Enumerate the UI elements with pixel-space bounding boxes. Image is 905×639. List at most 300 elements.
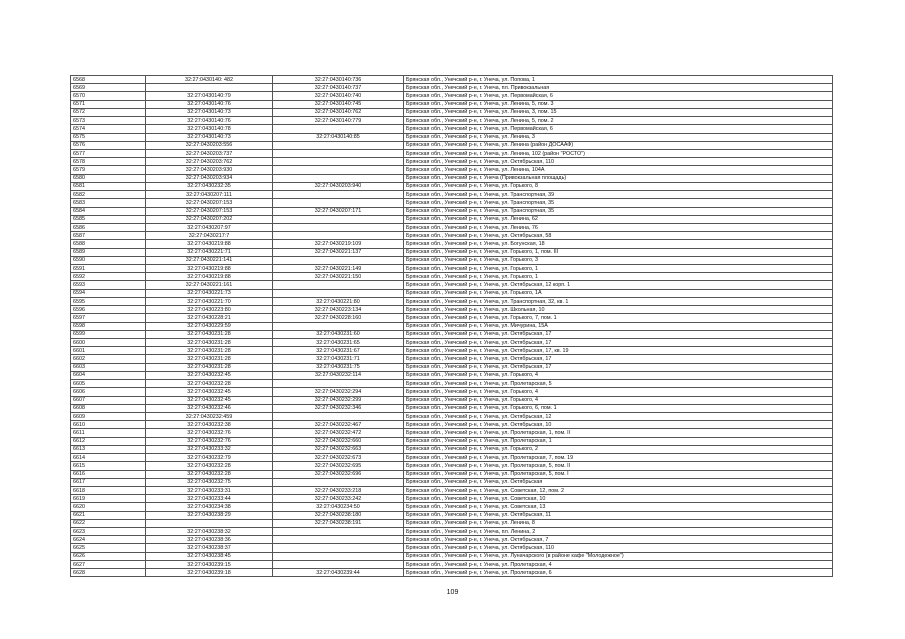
parcel-number-cell: 32:27:0430207:111	[146, 191, 273, 199]
address-cell: Брянская обл., Унечский р-н, г. Унеча, ул. Советская, 12, пом. 2	[404, 486, 833, 494]
row-number-cell: 6601	[71, 347, 146, 355]
row-number-cell: 6621	[71, 511, 146, 519]
row-number-cell: 6603	[71, 363, 146, 371]
address-cell: Брянская обл., Унечский р-н, г. Унеча, ул. Горького, 3	[404, 256, 833, 264]
parcel-number-cell: 32:27:0430221:71	[146, 248, 273, 256]
object-number-cell: 32:27:0430233:218	[273, 486, 404, 494]
object-number-cell: 32:27:0430140:85	[273, 133, 404, 141]
row-number-cell: 6587	[71, 232, 146, 240]
object-number-cell	[273, 166, 404, 174]
object-number-cell: 32:27:0430221:149	[273, 265, 404, 273]
table-row	[71, 412, 833, 420]
table-row	[71, 207, 833, 215]
object-number-cell: 32:27:0430203:940	[273, 182, 404, 190]
row-number-cell: 6572	[71, 108, 146, 116]
address-cell: Брянская обл., Унечский р-н, г. Унеча, ул. Октябрьская, 17	[404, 330, 833, 338]
table-row	[71, 84, 833, 92]
parcel-number-cell	[146, 519, 273, 527]
table-row	[71, 117, 833, 125]
object-number-cell	[273, 536, 404, 544]
object-number-cell: 32:27:0430238:191	[273, 519, 404, 527]
row-number-cell: 6622	[71, 519, 146, 527]
address-cell: Брянская обл., Унечский р-н, г. Унеча, ул. Ленина, 5, пом. 3	[404, 100, 833, 108]
address-cell: Брянская обл., Унечский р-н, г. Унеча, ул. Ленина (район ДОСААФ)	[404, 141, 833, 149]
row-number-cell: 6610	[71, 421, 146, 429]
table-row	[71, 421, 833, 429]
object-number-cell	[273, 380, 404, 388]
table-row	[71, 560, 833, 568]
table-row	[71, 437, 833, 445]
object-number-cell: 32:27:0430140:745	[273, 100, 404, 108]
address-cell: Брянская обл., Унечский р-н, г. Унеча, ул. Горького, 4	[404, 371, 833, 379]
row-number-cell: 6578	[71, 158, 146, 166]
object-number-cell: 32:27:0430140:736	[273, 76, 404, 84]
object-number-cell: 32:27:0430232:472	[273, 429, 404, 437]
parcel-number-cell	[146, 84, 273, 92]
address-cell: Брянская обл., Унечский р-н, г. Унеча (Привокзальная площадь)	[404, 174, 833, 182]
parcel-number-cell: 32:27:0430207:153	[146, 199, 273, 207]
parcel-number-cell: 32:27:0430231:28	[146, 330, 273, 338]
address-cell: Брянская обл., Унечский р-н, г. Унеча, ул. Попова, 1	[404, 76, 833, 84]
address-cell: Брянская обл., Унечский р-н, г. Унеча, ул. Октябрьская, 110	[404, 544, 833, 552]
parcel-number-cell: 32:27:0430232:28	[146, 380, 273, 388]
table-row	[71, 281, 833, 289]
address-cell: Брянская обл., Унечский р-н, г. Унеча, ул. Пролетарская, 5, пом. II	[404, 462, 833, 470]
parcel-number-cell: 32:27:0430140:78	[146, 125, 273, 133]
address-cell: Брянская обл., Унечский р-н, г. Унеча, ул. Октябрьская, 17	[404, 339, 833, 347]
address-cell: Брянская обл., Унечский р-н, г. Унеча, ул. Горького, 6, пом. 1	[404, 404, 833, 412]
parcel-number-cell: 32:27:0430203:930	[146, 166, 273, 174]
row-number-cell: 6597	[71, 314, 146, 322]
address-cell: Брянская обл., Унечский р-н, г. Унеча, ул. Пролетарская, 1, пом. II	[404, 429, 833, 437]
address-cell: Брянская обл., Унечский р-н, г. Унеча, ул. Горького, 1	[404, 273, 833, 281]
object-number-cell	[273, 232, 404, 240]
row-number-cell: 6607	[71, 396, 146, 404]
parcel-number-cell: 32:27:0430232:459	[146, 412, 273, 420]
row-number-cell: 6596	[71, 306, 146, 314]
object-number-cell: 32:27:0430140:737	[273, 84, 404, 92]
parcel-number-cell: 32:27:0430238:45	[146, 552, 273, 560]
row-number-cell: 6609	[71, 412, 146, 420]
registry-table	[70, 75, 833, 577]
table-row	[71, 174, 833, 182]
object-number-cell: 32:27:0430238:180	[273, 511, 404, 519]
object-number-cell: 32:27:0430233:242	[273, 495, 404, 503]
object-number-cell	[273, 125, 404, 133]
table-row	[71, 199, 833, 207]
parcel-number-cell: 32:27:0430203:556	[146, 141, 273, 149]
address-cell: Брянская обл., Унечский р-н, г. Унеча, ул. Октябрьская, 12 корп. 1	[404, 281, 833, 289]
object-number-cell: 32:27:0430232:660	[273, 437, 404, 445]
address-cell: Брянская обл., Унечский р-н, г. Унеча, ул. Советская, 10	[404, 495, 833, 503]
parcel-number-cell: 32:27:0430140:76	[146, 117, 273, 125]
object-number-cell: 32:27:0430140:740	[273, 92, 404, 100]
address-cell: Брянская обл., Унечский р-н, г. Унеча, ул. Горького, 2	[404, 445, 833, 453]
row-number-cell: 6602	[71, 355, 146, 363]
object-number-cell	[273, 412, 404, 420]
address-cell: Брянская обл., Унечский р-н, г. Унеча, ул. Октябрьская	[404, 478, 833, 486]
table-row	[71, 544, 833, 552]
parcel-number-cell: 32:27:0430232:75	[146, 478, 273, 486]
address-cell: Брянская обл., Унечский р-н, г. Унеча, ул. Пролетарская, 5	[404, 380, 833, 388]
parcel-number-cell: 32:27:0430217:7	[146, 232, 273, 240]
table-row	[71, 371, 833, 379]
row-number-cell: 6579	[71, 166, 146, 174]
object-number-cell	[273, 149, 404, 157]
object-number-cell: 32:27:0430232:696	[273, 470, 404, 478]
address-cell: Брянская обл., Унечский р-н, г. Унеча, ул. Октябрьская, 12	[404, 412, 833, 420]
address-cell: Брянская обл., Унечский р-н, г. Унеча, ул. Богунская, 18	[404, 240, 833, 248]
address-cell: Брянская обл., Унечский р-н, г. Унеча, ул. Горького, 4	[404, 396, 833, 404]
object-number-cell: 32:27:0430219:109	[273, 240, 404, 248]
parcel-number-cell: 32:27:0430203:934	[146, 174, 273, 182]
parcel-number-cell: 32:27:0430140:73	[146, 133, 273, 141]
address-cell: Брянская обл., Унечский р-н, г. Унеча, ул. Горького, 8	[404, 182, 833, 190]
object-number-cell: 32:27:0430140:779	[273, 117, 404, 125]
object-number-cell: 32:27:0430221:137	[273, 248, 404, 256]
table-row	[71, 380, 833, 388]
object-number-cell	[273, 141, 404, 149]
address-cell: Брянская обл., Унечский р-н, г. Унеча, ул. Транспортная, 35	[404, 207, 833, 215]
parcel-number-cell: 32:27:0430219:88	[146, 273, 273, 281]
address-cell: Брянская обл., Унечский р-н, г. Унеча, ул. Пролетарская, 5, пом. I	[404, 470, 833, 478]
row-number-cell: 6619	[71, 495, 146, 503]
table-row	[71, 363, 833, 371]
row-number-cell: 6568	[71, 76, 146, 84]
row-number-cell: 6584	[71, 207, 146, 215]
row-number-cell: 6583	[71, 199, 146, 207]
table-row	[71, 347, 833, 355]
parcel-number-cell: 32:27:0430238:37	[146, 544, 273, 552]
table-row	[71, 445, 833, 453]
object-number-cell: 32:27:0430234:50	[273, 503, 404, 511]
table-row	[71, 232, 833, 240]
parcel-number-cell: 32:27:0430238:29	[146, 511, 273, 519]
parcel-number-cell: 32:27:0430228:21	[146, 314, 273, 322]
parcel-number-cell: 32:27:0430232:76	[146, 437, 273, 445]
table-row	[71, 133, 833, 141]
row-number-cell: 6571	[71, 100, 146, 108]
table-row	[71, 223, 833, 231]
address-cell: Брянская обл., Унечский р-н, г. Унеча, пл. Ленина, 2	[404, 528, 833, 536]
table-body	[71, 76, 833, 577]
address-cell: Брянская обл., Унечский р-н, г. Унеча, ул. Ленина, 3, пом. 15	[404, 108, 833, 116]
parcel-number-cell: 32:27:0430232:79	[146, 454, 273, 462]
row-number-cell: 6585	[71, 215, 146, 223]
address-cell: Брянская обл., Унечский р-н, г. Унеча, ул. Транспортная, 35	[404, 199, 833, 207]
address-cell: Брянская обл., Унечский р-н, г. Унеча, ул. Октябрьская, 11	[404, 511, 833, 519]
object-number-cell: 32:27:0430140:762	[273, 108, 404, 116]
object-number-cell	[273, 215, 404, 223]
object-number-cell: 32:27:0430232:294	[273, 388, 404, 396]
table-row	[71, 396, 833, 404]
table-row	[71, 158, 833, 166]
row-number-cell: 6625	[71, 544, 146, 552]
object-number-cell: 32:27:0430232:346	[273, 404, 404, 412]
object-number-cell: 32:27:0430221:80	[273, 297, 404, 305]
parcel-number-cell: 32:27:0430232:46	[146, 404, 273, 412]
parcel-number-cell: 32:27:0430231:28	[146, 363, 273, 371]
row-number-cell: 6593	[71, 281, 146, 289]
row-number-cell: 6570	[71, 92, 146, 100]
address-cell: Брянская обл., Унечский р-н, г. Унеча, ул. Ленина, 76	[404, 223, 833, 231]
object-number-cell	[273, 174, 404, 182]
object-number-cell: 32:27:0430232:695	[273, 462, 404, 470]
parcel-number-cell: 32:27:0430207:153	[146, 207, 273, 215]
row-number-cell: 6613	[71, 445, 146, 453]
row-number-cell: 6623	[71, 528, 146, 536]
table-row	[71, 166, 833, 174]
parcel-number-cell: 32:27:0430231:28	[146, 347, 273, 355]
table-row	[71, 265, 833, 273]
table-row	[71, 314, 833, 322]
table-row	[71, 404, 833, 412]
address-cell: Брянская обл., Унечский р-н, г. Унеча, ул. Пролетарская, 1	[404, 437, 833, 445]
row-number-cell: 6605	[71, 380, 146, 388]
parcel-number-cell: 32:27:0430207:97	[146, 223, 273, 231]
table-row	[71, 297, 833, 305]
parcel-number-cell: 32:27:0430239:15	[146, 560, 273, 568]
address-cell: Брянская обл., Унечский р-н, г. Унеча, ул. Первомайская, 6	[404, 92, 833, 100]
table-row	[71, 240, 833, 248]
table-row	[71, 478, 833, 486]
object-number-cell	[273, 478, 404, 486]
row-number-cell: 6611	[71, 429, 146, 437]
parcel-number-cell: 32:27:0430207:202	[146, 215, 273, 223]
parcel-number-cell: 32:27:0430140: 482	[146, 76, 273, 84]
parcel-number-cell: 32:27:0430203:737	[146, 149, 273, 157]
row-number-cell: 6569	[71, 84, 146, 92]
row-number-cell: 6600	[71, 339, 146, 347]
row-number-cell: 6577	[71, 149, 146, 157]
address-cell: Брянская обл., Унечский р-н, г. Унеча, ул. Октябрьская, 17, кв. 19	[404, 347, 833, 355]
row-number-cell: 6582	[71, 191, 146, 199]
row-number-cell: 6615	[71, 462, 146, 470]
table-row	[71, 100, 833, 108]
address-cell: Брянская обл., Унечский р-н, г. Унеча, ул. Горького, 1, пом. III	[404, 248, 833, 256]
row-number-cell: 6618	[71, 486, 146, 494]
address-cell: Брянская обл., Унечский р-н, г. Унеча, ул. Ленина, 5, пом. 2	[404, 117, 833, 125]
object-number-cell	[273, 322, 404, 330]
object-number-cell: 32:27:0430231:60	[273, 330, 404, 338]
row-number-cell: 6599	[71, 330, 146, 338]
address-cell: Брянская обл., Унечский р-н, г. Унеча, ул. Горького, 7, пом. 1	[404, 314, 833, 322]
row-number-cell: 6580	[71, 174, 146, 182]
row-number-cell: 6586	[71, 223, 146, 231]
parcel-number-cell: 32:27:0430231:28	[146, 339, 273, 347]
address-cell: Брянская обл., Унечский р-н, г. Унеча, ул. Пролетарская, 4	[404, 560, 833, 568]
parcel-number-cell: 32:27:0430233:31	[146, 486, 273, 494]
row-number-cell: 6620	[71, 503, 146, 511]
address-cell: Брянская обл., Унечский р-н, г. Унеча, ул. Первомайская, 6	[404, 125, 833, 133]
address-cell: Брянская обл., Унечский р-н, г. Унеча, ул. Советская, 13	[404, 503, 833, 511]
parcel-number-cell: 32:27:0430221:161	[146, 281, 273, 289]
address-cell: Брянская обл., Унечский р-н, г. Унеча, ул. Пролетарская, 7, пом. 19	[404, 454, 833, 462]
table-row	[71, 306, 833, 314]
address-cell: Брянская обл., Унечский р-н, г. Унеча, ул. Пролетарская, 6	[404, 569, 833, 577]
object-number-cell	[273, 158, 404, 166]
object-number-cell: 32:27:0430232:673	[273, 454, 404, 462]
row-number-cell: 6581	[71, 182, 146, 190]
row-number-cell: 6574	[71, 125, 146, 133]
address-cell: Брянская обл., Унечский р-н, г. Унеча, ул. Ленина, 104А	[404, 166, 833, 174]
parcel-number-cell: 32:27:0430232:28	[146, 470, 273, 478]
parcel-number-cell: 32:27:0430219:88	[146, 265, 273, 273]
address-cell: Брянская обл., Унечский р-н, г. Унеча, ул. Ленина, 62	[404, 215, 833, 223]
row-number-cell: 6614	[71, 454, 146, 462]
table-row	[71, 388, 833, 396]
address-cell: Брянская обл., Унечский р-н, г. Унеча, ул. Ленина, 3	[404, 133, 833, 141]
row-number-cell: 6612	[71, 437, 146, 445]
parcel-number-cell: 32:27:0430232:76	[146, 429, 273, 437]
parcel-number-cell: 32:27:0430239:18	[146, 569, 273, 577]
row-number-cell: 6575	[71, 133, 146, 141]
table-row	[71, 536, 833, 544]
object-number-cell	[273, 528, 404, 536]
row-number-cell: 6604	[71, 371, 146, 379]
row-number-cell: 6616	[71, 470, 146, 478]
parcel-number-cell: 32:27:0430238:36	[146, 536, 273, 544]
object-number-cell: 32:27:0430231:71	[273, 355, 404, 363]
table-row	[71, 519, 833, 527]
address-cell: Брянская обл., Унечский р-н, г. Унеча, ул. Октябрьская, 17	[404, 363, 833, 371]
address-cell: Брянская обл., Унечский р-н, г. Унеча, ул. Школьная, 10	[404, 306, 833, 314]
parcel-number-cell: 32:27:0430223:80	[146, 306, 273, 314]
table-row	[71, 108, 833, 116]
parcel-number-cell: 32:27:0430221:70	[146, 297, 273, 305]
parcel-number-cell: 32:27:0430233:44	[146, 495, 273, 503]
row-number-cell: 6595	[71, 297, 146, 305]
object-number-cell	[273, 191, 404, 199]
row-number-cell: 6592	[71, 273, 146, 281]
object-number-cell: 32:27:0430232:663	[273, 445, 404, 453]
address-cell: Брянская обл., Унечский р-н, г. Унеча, ул. Октябрьская, 17	[404, 355, 833, 363]
row-number-cell: 6598	[71, 322, 146, 330]
parcel-number-cell: 32:27:0430232:45	[146, 396, 273, 404]
object-number-cell	[273, 281, 404, 289]
table-row	[71, 92, 833, 100]
address-cell: Брянская обл., Унечский р-н, г. Унеча, ул. Луначарского (в районе кафе "Молодежное")	[404, 552, 833, 560]
table-row	[71, 552, 833, 560]
address-cell: Брянская обл., Унечский р-н, г. Унеча, ул. Ленина, 8	[404, 519, 833, 527]
address-cell: Брянская обл., Унечский р-н, г. Унеча, ул. Горького, 1А	[404, 289, 833, 297]
parcel-number-cell: 32:27:0430238:32	[146, 528, 273, 536]
page-number: 109	[446, 589, 459, 596]
object-number-cell: 32:27:0430231:65	[273, 339, 404, 347]
row-number-cell: 6606	[71, 388, 146, 396]
object-number-cell	[273, 544, 404, 552]
object-number-cell: 32:27:0430228:160	[273, 314, 404, 322]
row-number-cell: 6590	[71, 256, 146, 264]
object-number-cell	[273, 560, 404, 568]
parcel-number-cell: 32:27:0430232:45	[146, 388, 273, 396]
address-cell: Брянская обл., Унечский р-н, г. Унеча, ул. Транспортная, 39	[404, 191, 833, 199]
parcel-number-cell: 32:27:0430221:141	[146, 256, 273, 264]
parcel-number-cell: 32:27:0430232:28	[146, 462, 273, 470]
row-number-cell: 6594	[71, 289, 146, 297]
table-row	[71, 149, 833, 157]
row-number-cell: 6589	[71, 248, 146, 256]
table-row	[71, 569, 833, 577]
object-number-cell: 32:27:0430207:171	[273, 207, 404, 215]
object-number-cell: 32:27:0430223:134	[273, 306, 404, 314]
parcel-number-cell: 32:27:0430221:73	[146, 289, 273, 297]
row-number-cell: 6591	[71, 265, 146, 273]
object-number-cell: 32:27:0430232:467	[273, 421, 404, 429]
address-cell: Брянская обл., Унечский р-н, г. Унеча, ул. Октябрьская, 110	[404, 158, 833, 166]
row-number-cell: 6573	[71, 117, 146, 125]
parcel-number-cell: 32:27:0430233:32	[146, 445, 273, 453]
table-row	[71, 256, 833, 264]
object-number-cell: 32:27:0430232:114	[273, 371, 404, 379]
row-number-cell: 6624	[71, 536, 146, 544]
address-cell: Брянская обл., Унечский р-н, г. Унеча, пл. Привокзальная	[404, 84, 833, 92]
row-number-cell: 6576	[71, 141, 146, 149]
address-cell: Брянская обл., Унечский р-н, г. Унеча, ул. Транспортная, 32, кв. 1	[404, 297, 833, 305]
parcel-number-cell: 32:27:0430232:35	[146, 182, 273, 190]
row-number-cell: 6608	[71, 404, 146, 412]
table-row	[71, 462, 833, 470]
table-row	[71, 486, 833, 494]
parcel-number-cell: 32:27:0430140:76	[146, 100, 273, 108]
table-row	[71, 76, 833, 84]
table-row	[71, 495, 833, 503]
row-number-cell: 6588	[71, 240, 146, 248]
table-row	[71, 454, 833, 462]
parcel-number-cell: 32:27:0430232:38	[146, 421, 273, 429]
object-number-cell: 32:27:0430231:75	[273, 363, 404, 371]
parcel-number-cell: 32:27:0430140:79	[146, 92, 273, 100]
row-number-cell: 6617	[71, 478, 146, 486]
address-cell: Брянская обл., Унечский р-н, г. Унеча, ул. Горького, 1	[404, 265, 833, 273]
object-number-cell	[273, 199, 404, 207]
object-number-cell	[273, 223, 404, 231]
table-row	[71, 429, 833, 437]
table-row	[71, 511, 833, 519]
address-cell: Брянская обл., Унечский р-н, г. Унеча, ул. Ленина, 102 (район "РОСТО")	[404, 149, 833, 157]
object-number-cell	[273, 552, 404, 560]
parcel-number-cell: 32:27:0430231:28	[146, 355, 273, 363]
table-row	[71, 273, 833, 281]
address-cell: Брянская обл., Унечский р-н, г. Унеча, ул. Октябрьская, 7	[404, 536, 833, 544]
table-row	[71, 289, 833, 297]
parcel-number-cell: 32:27:0430229:59	[146, 322, 273, 330]
table-row	[71, 125, 833, 133]
parcel-number-cell: 32:27:0430232:45	[146, 371, 273, 379]
address-cell: Брянская обл., Унечский р-н, г. Унеча, ул. Октябрьская, 10	[404, 421, 833, 429]
table-row	[71, 503, 833, 511]
table-row	[71, 215, 833, 223]
object-number-cell: 32:27:0430231:67	[273, 347, 404, 355]
address-cell: Брянская обл., Унечский р-н, г. Унеча, ул. Октябрьская, 58	[404, 232, 833, 240]
row-number-cell: 6626	[71, 552, 146, 560]
table-row	[71, 248, 833, 256]
parcel-number-cell: 32:27:0430219:88	[146, 240, 273, 248]
table-row	[71, 191, 833, 199]
parcel-number-cell: 32:27:0430234:38	[146, 503, 273, 511]
object-number-cell	[273, 256, 404, 264]
row-number-cell: 6627	[71, 560, 146, 568]
parcel-number-cell: 32:27:0430140:73	[146, 108, 273, 116]
object-number-cell: 32:27:0430232:299	[273, 396, 404, 404]
table-row	[71, 330, 833, 338]
table-row	[71, 182, 833, 190]
row-number-cell: 6628	[71, 569, 146, 577]
table-row	[71, 528, 833, 536]
table-row	[71, 141, 833, 149]
object-number-cell: 32:27:0430239:44	[273, 569, 404, 577]
table-row	[71, 322, 833, 330]
